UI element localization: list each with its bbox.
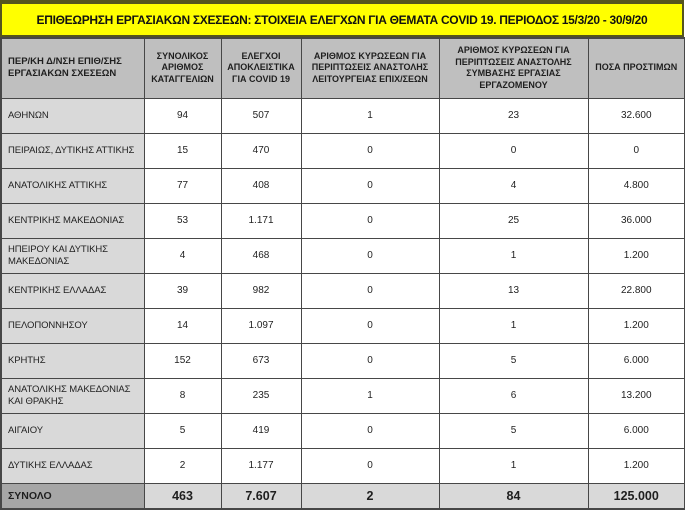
- value-cell: 1: [439, 448, 588, 483]
- value-cell: 77: [144, 168, 221, 203]
- column-header-0: ΠΕΡ/ΚΗ Δ/ΝΣΗ ΕΠΙΘ/ΣΗΣ ΕΡΓΑΣΙΑΚΩΝ ΣΧΕΣΕΩΝ: [1, 38, 144, 98]
- table-row: [1, 133, 685, 168]
- region-label-cell: ΑΝΑΤΟΛΙΚΗΣ ΑΤΤΙΚΗΣ: [1, 168, 144, 203]
- value-cell: 1: [301, 98, 439, 133]
- value-cell: 22.800: [588, 273, 685, 308]
- value-cell: 0: [588, 133, 685, 168]
- total-value-cell: 125.000: [588, 483, 685, 509]
- total-value-cell: 2: [301, 483, 439, 509]
- table-row: [1, 448, 685, 483]
- value-cell: 0: [301, 308, 439, 343]
- table-header: [1, 38, 685, 98]
- value-cell: 0: [301, 168, 439, 203]
- value-cell: 4.800: [588, 168, 685, 203]
- table-row: [1, 203, 685, 238]
- value-cell: 25: [439, 203, 588, 238]
- total-value-cell: 84: [439, 483, 588, 509]
- total-row: [1, 483, 685, 509]
- column-header-2: ΕΛΕΓΧΟΙ ΑΠΟΚΛΕΙΣΤΙΚΑ ΓΙΑ COVID 19: [221, 38, 301, 98]
- region-label-cell: ΑΙΓΑΙΟΥ: [1, 413, 144, 448]
- value-cell: 5: [144, 413, 221, 448]
- value-cell: 8: [144, 378, 221, 413]
- value-cell: 0: [301, 273, 439, 308]
- value-cell: 13.200: [588, 378, 685, 413]
- value-cell: 0: [301, 413, 439, 448]
- value-cell: 1.177: [221, 448, 301, 483]
- value-cell: 673: [221, 343, 301, 378]
- value-cell: 5: [439, 413, 588, 448]
- region-label-cell: ΚΕΝΤΡΙΚΗΣ ΜΑΚΕΔΟΝΙΑΣ: [1, 203, 144, 238]
- value-cell: 982: [221, 273, 301, 308]
- value-cell: 23: [439, 98, 588, 133]
- table-row: [1, 378, 685, 413]
- value-cell: 1: [301, 378, 439, 413]
- value-cell: 15: [144, 133, 221, 168]
- value-cell: 1: [439, 238, 588, 273]
- value-cell: 0: [439, 133, 588, 168]
- region-label-cell: ΠΕΙΡΑΙΩΣ, ΔΥΤΙΚΗΣ ΑΤΤΙΚΗΣ: [1, 133, 144, 168]
- value-cell: 53: [144, 203, 221, 238]
- value-cell: 0: [301, 238, 439, 273]
- inspections-table: [0, 37, 685, 510]
- table-body: [1, 98, 685, 483]
- column-header-4: ΑΡΙΘΜΟΣ ΚΥΡΩΣΕΩΝ ΓΙΑ ΠΕΡΙΠΤΩΣΕΙΣ ΑΝΑΣΤΟΛΗΣ ΣΥΜΒΑΣΗΣ ΕΡΓΑΣΙΑΣ ΕΡΓΑΖΟΜΕΝΟΥ: [439, 38, 588, 98]
- value-cell: 2: [144, 448, 221, 483]
- column-header-5: ΠΟΣΑ ΠΡΟΣΤΙΜΩΝ: [588, 38, 685, 98]
- value-cell: 5: [439, 343, 588, 378]
- value-cell: 1.200: [588, 238, 685, 273]
- report-title: ΕΠΙΘΕΩΡΗΣΗ ΕΡΓΑΣΙΑΚΩΝ ΣΧΕΣΕΩΝ: ΣΤΟΙΧΕΙΑ ΕΛΕΓΧΩΝ ΓΙΑ ΘΕΜΑΤΑ COVID 19. ΠΕΡΙΟΔΟΣ 15/3/20 - 30/9/20: [0, 0, 684, 37]
- value-cell: 36.000: [588, 203, 685, 238]
- table-footer: [1, 483, 685, 509]
- value-cell: 468: [221, 238, 301, 273]
- column-header-3: ΑΡΙΘΜΟΣ ΚΥΡΩΣΕΩΝ ΓΙΑ ΠΕΡΙΠΤΩΣΕΙΣ ΑΝΑΣΤΟΛΗΣ ΛΕΙΤΟΥΡΓΕΙΑΣ ΕΠΙΧ/ΣΕΩΝ: [301, 38, 439, 98]
- total-value-cell: 463: [144, 483, 221, 509]
- value-cell: 470: [221, 133, 301, 168]
- value-cell: 152: [144, 343, 221, 378]
- total-value-cell: 7.607: [221, 483, 301, 509]
- value-cell: 1.097: [221, 308, 301, 343]
- value-cell: 0: [301, 448, 439, 483]
- table-row: [1, 273, 685, 308]
- value-cell: 0: [301, 133, 439, 168]
- table-row: [1, 98, 685, 133]
- region-label-cell: ΚΡΗΤΗΣ: [1, 343, 144, 378]
- value-cell: 13: [439, 273, 588, 308]
- column-header-1: ΣΥΝΟΛΙΚΟΣ ΑΡΙΘΜΟΣ ΚΑΤΑΓΓΕΛΙΩΝ: [144, 38, 221, 98]
- value-cell: 4: [439, 168, 588, 203]
- value-cell: 6.000: [588, 343, 685, 378]
- total-label-cell: ΣΥΝΟΛΟ: [1, 483, 144, 509]
- region-label-cell: ΚΕΝΤΡΙΚΗΣ ΕΛΛΑΔΑΣ: [1, 273, 144, 308]
- value-cell: 0: [301, 343, 439, 378]
- table-row: [1, 238, 685, 273]
- table-row: [1, 413, 685, 448]
- value-cell: 1.200: [588, 448, 685, 483]
- table-row: [1, 343, 685, 378]
- value-cell: 1.171: [221, 203, 301, 238]
- region-label-cell: ΑΘΗΝΩΝ: [1, 98, 144, 133]
- value-cell: 419: [221, 413, 301, 448]
- value-cell: 39: [144, 273, 221, 308]
- value-cell: 1: [439, 308, 588, 343]
- value-cell: 6.000: [588, 413, 685, 448]
- region-label-cell: ΑΝΑΤΟΛΙΚΗΣ ΜΑΚΕΔΟΝΙΑΣ ΚΑΙ ΘΡΑΚΗΣ: [1, 378, 144, 413]
- value-cell: 6: [439, 378, 588, 413]
- value-cell: 0: [301, 203, 439, 238]
- value-cell: 4: [144, 238, 221, 273]
- value-cell: 94: [144, 98, 221, 133]
- value-cell: 408: [221, 168, 301, 203]
- value-cell: 14: [144, 308, 221, 343]
- value-cell: 507: [221, 98, 301, 133]
- value-cell: 32.600: [588, 98, 685, 133]
- value-cell: 235: [221, 378, 301, 413]
- value-cell: 1.200: [588, 308, 685, 343]
- region-label-cell: ΗΠΕΙΡΟΥ ΚΑΙ ΔΥΤΙΚΗΣ ΜΑΚΕΔΟΝΙΑΣ: [1, 238, 144, 273]
- header-row: [1, 38, 685, 98]
- region-label-cell: ΔΥΤΙΚΗΣ ΕΛΛΑΔΑΣ: [1, 448, 144, 483]
- region-label-cell: ΠΕΛΟΠΟΝΝΗΣΟΥ: [1, 308, 144, 343]
- table-row: [1, 168, 685, 203]
- table-row: [1, 308, 685, 343]
